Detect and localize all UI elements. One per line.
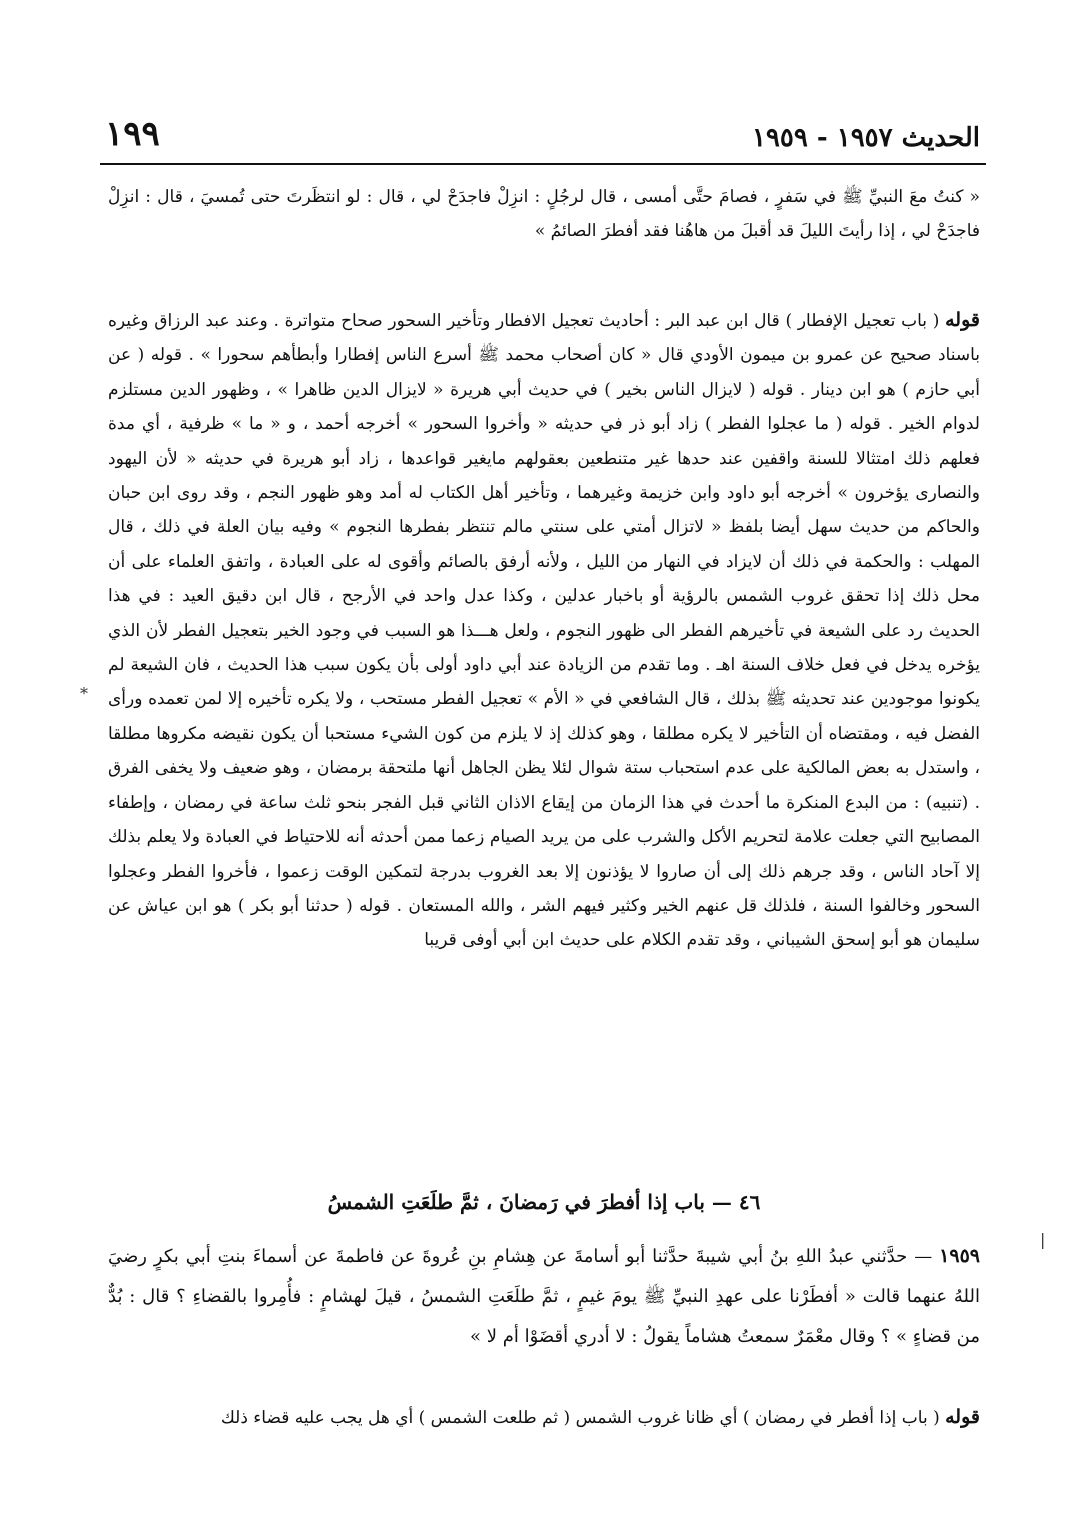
chapter-title: إذا أفطرَ في رَمضانَ ، ثمَّ طلَعَتِ الشمسُ (327, 1190, 668, 1214)
hadith-text: — حدَّثني عبدُ اللهِ بنُ أبي شيبةَ حدَّثنا أبو أسامةَ عن هِشامِ بنِ عُروةَ عن فاطمةَ عن أسماءَ بنتِ أبي بكرٍ رضيَ اللهُ عنهما قالت « أفطَرْنا على عهدِ النبيِّ ﷺ يومَ غيمٍ ، ثمَّ طلَعَتِ الشمسُ ، قيلَ لهشامٍ : فأُمِروا بالقضاءِ ؟ قال : بُدٌّ من قضاءٍ » ؟ وقال معْمَرٌ سمعتُ هشاماً يقولُ : لا أدري أقضَوْا أم لا » (108, 1246, 980, 1347)
chapter-number: ٤٦ (738, 1190, 761, 1214)
final-commentary-line (108, 1400, 980, 1440)
page-header (105, 114, 980, 162)
margin-mark: | (1040, 1230, 1046, 1249)
header-divider (100, 163, 986, 165)
chapter-label: باب (674, 1190, 705, 1214)
final-text: ( باب إذا أفطر في رمضان ) أي ظانا غروب الشمس ( ثم طلعت الشمس ) أي هل يجب عليه قضاء ذلك (220, 1408, 940, 1428)
commentary-keyword: قوله (945, 309, 980, 331)
margin-mark: * (80, 684, 88, 703)
final-keyword: قوله (945, 1406, 980, 1428)
running-title: الحديث ١٩٥٧ - ١٩٥٩ (751, 123, 980, 153)
commentary-text: ( باب تعجيل الإفطار ) قال ابن عبد البر : أحاديث تعجيل الافطار وتأخير السحور صحاح متواترة . وعند عبد الرزاق وغيره باسناد صحيح عن عمرو بن ميمون الأودي قال « كان أصحاب محمد ﷺ أسرع الناس إفطارا وأبطأهم سحورا » . قوله ( عن أبي حازم ) هو ابن دينار . قوله ( لايزال الناس بخير ) في حديث أبي هريرة « لايزال الدين ظاهرا » ، وظهور الدين مستلزم لدوام الخير . قوله ( ما عجلوا الفطر ) زاد أبو ذر في حديثه « وأخروا السحور » أخرجه أحمد ، و « ما » ظرفية ، أي مدة فعلهم ذلك امتثالا للسنة واقفين عند حدها غير متنطعين بعقولهم مايغير قواعدها ، زاد أبو هريرة في حديثه « لأن اليهود والنصارى يؤخرون » أخرجه أبو داود وابن خزيمة وغيرهما ، وتأخير أهل الكتاب له أمد وهو ظهور النجم ، وقد روى ابن حبان والحاكم من حديث سهل أيضا بلفظ « لاتزال أمتي على سنتي مالم تنتظر بفطرها النجوم » وفيه بيان العلة في ذلك ، قال المهلب : والحكمة في ذلك أن لايزاد في النهار من الليل ، ولأنه أرفق بالصائم وأقوى له على العبادة ، واتفق العلماء على أن محل ذلك إذا تحقق غروب الشمس بالرؤية أو باخبار عدلين ، وكذا عدل واحد في الأرجح ، قال ابن دقيق العيد : في هذا الحديث رد على الشيعة في تأخيرهم الفطر الى ظهور النجوم ، ولعل هـــذا هو السبب في وجود الخير بتعجيل الفطر لأن الذي يؤخره يدخل في فعل خلاف السنة اهـ . وما تقدم من الزيادة عند أبي داود أولى بأن يكون سبب هذا الحديث ، فان الشيعة لم يكونوا موجودين عند تحديثه ﷺ بذلك ، قال الشافعي في « الأم » تعجيل الفطر مستحب ، ولا يكره تأخيره إلا لمن تعمده ورأى الفضل فيه ، ومقتضاه أن التأخير لا يكره مطلقا ، وهو كذلك إذ لا يلزم من كون الشيء مستحبا أن يكون نقيضه مكروها مطلقا ، واستدل به بعض المالكية على عدم استحباب ستة شوال لئلا يظن الجاهل أنها ملتحقة برمضان ، وهو ضعيف ولا يخفى الفرق . (تنبيه) : من البدع المنكرة ما أحدث في هذا الزمان من إيقاع الاذان الثاني قبل الفجر بنحو ثلث ساعة في رمضان ، وإطفاء المصابيح التي جعلت علامة لتحريم الأكل والشرب على من يريد الصيام زعما ممن أحدثه أنه للاحتياط في العبادة ولا يعلم بذلك إلا آحاد الناس ، وقد جرهم ذلك إلى أن صاروا لا يؤذنون إلا بعد الغروب بدرجة لتمكين الوقت زعموا ، فأخروا الفطر وعجلوا السحور وخالفوا السنة ، فلذلك قل عنهم الخير وكثير فيهم الشر ، والله المستعان . قوله ( حدثنا أبو بكر ) هو ابن عياش عن سليمان هو أبو إسحق الشيباني ، وقد تقدم الكلام على حديث ابن أبي أوفى قريبا (108, 311, 980, 951)
commentary-paragraph (108, 303, 980, 1175)
chapter-heading (108, 1182, 980, 1222)
hadith-paragraph (108, 1236, 980, 1396)
chapter-dash: — (711, 1190, 732, 1214)
page-number: ١٩٩ (105, 114, 160, 154)
hadith-number: ١٩٥٩ (939, 1245, 980, 1267)
hadith-quote-continuation: « كنتُ معَ النبيِّ ﷺ في سَفرٍ ، فصامَ حتَّى أمسى ، قال لرجُلٍ : انزِلْ فاجدَحْ لي ، قال : لو انتظَرتَ حتى تُمسيَ ، قال : انزِلْ فاجدَحْ لي ، إذا رأيتَ الليلَ قد أقبلَ من هاهُنا فقد أفطرَ الصائمُ » (108, 187, 980, 242)
